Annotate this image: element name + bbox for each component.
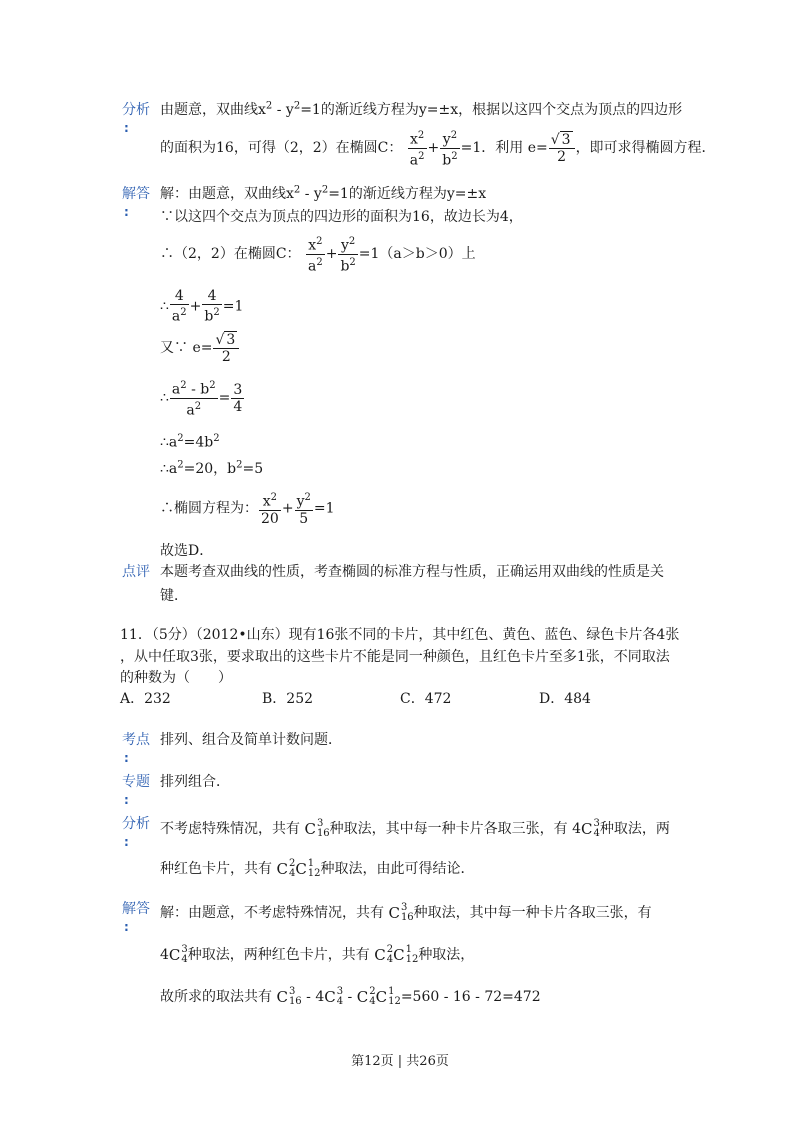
page-footer: 第12页 | 共26页 (351, 1054, 449, 1069)
answer-line-5: 又∵ e= $\frac{√ 3}{2}$ (160, 331, 240, 365)
q11-line-1: 11．（5分）（2012•山东）现有16张不同的卡片，其中红色、黄色、蓝色、绿色卡片各4张 (120, 627, 680, 643)
option-d: D．484 (539, 691, 591, 707)
comment-label: 点评 (122, 564, 150, 580)
point-colon: : (124, 751, 129, 765)
answer-line-9: ∴椭圆方程为： $\frac{x^2}{20}$ + $\frac{y^2}{5}$ =1 (160, 492, 335, 527)
topic-text: 排列组合． (160, 774, 230, 790)
answer-line-7: $\therefore a^2=4b^2$ (160, 433, 220, 451)
q11-answer-line-2: 4 C 3 4 种取法，两种红色卡片，共有 C 2 4 C 1 12 种取法， (160, 944, 475, 965)
comment-line-1: 本题考查双曲线的性质，考查椭圆的标准方程与性质，正确运用双曲线的性质是关 (160, 564, 664, 580)
q11-analysis-label: 分析 (122, 816, 150, 832)
topic-colon: : (124, 793, 129, 807)
option-b: B．252 (262, 691, 314, 707)
answer-colon: : (124, 205, 129, 219)
answer-line-10: 故选D． (160, 543, 214, 559)
answer-line-1: 解：由题意，双曲线$x^2 - y^2=1$的渐近线方程为y=±x (160, 184, 487, 202)
q11-analysis-line-2: 种红色卡片，共有 C 2 4 C 1 12 种取法，由此可得结论． (160, 858, 475, 879)
answer-line-6: ∴ $\frac{a^2 - b^2}{a^2}$ = $\frac{3}{4}$ (160, 380, 243, 419)
q11-answer-label: 解答 (122, 901, 150, 917)
q11-analysis-colon: : (124, 835, 129, 849)
point-text: 排列、组合及简单计数问题． (160, 732, 342, 748)
point-label: 考点 (122, 732, 150, 748)
q11-line-2: ，从中任取3张，要求取出的这些卡片不能是同一种颜色，且红色卡片至多1张，不同取法 (120, 649, 670, 665)
answer-line-2: ∵以这四个交点为顶点的四边形的面积为16，故边长为4， (160, 209, 523, 225)
q11-answer-line-3: 故所求的取法共有 C 3 16 - 4 C 3 4 - C 2 4 C 1 12 =560 - 16 - 72=472 (160, 986, 541, 1007)
analysis-line-2: 的面积为16，可得（2，2）在椭圆C： $\frac{x^2}{a^2}$ + $\frac{y^2}{b^2}$ =1．利用 e= $\frac{√ 3}{2}$ ，即可求得椭圆方程． (160, 130, 716, 169)
option-c: C．472 (400, 691, 452, 707)
q11-line-3: 的种数为（ ） (120, 670, 232, 686)
q11-analysis-line-1: 不考虑特殊情况，共有 C 3 16 种取法，其中每一种卡片各取三张，有 4 C 3 4 种取法，两 (160, 818, 670, 839)
q11-answer-colon: : (124, 920, 129, 934)
option-a: A．232 (120, 691, 171, 707)
topic-label: 专题 (122, 774, 150, 790)
answer-line-3: ∴（2，2）在椭圆C： $\frac{x^2}{a^2}$ + $\frac{y^2}{b^2}$ =1（a＞b＞0）上 (160, 236, 476, 275)
q11-answer-line-1: 解：由题意，不考虑特殊情况，共有 C 3 16 种取法，其中每一种卡片各取三张，有 (160, 902, 652, 923)
analysis-label: 分析 (122, 102, 150, 118)
comment-line-2: 键． (160, 588, 188, 604)
answer-label: 解答 (122, 186, 150, 202)
answer-line-8: $\therefore a^2=20$，$b^2=5$ (160, 459, 264, 477)
answer-line-4: ∴ $\frac{4}{a^2}$ + $\frac{4}{b^2}$ =1 (160, 288, 244, 325)
analysis-colon: : (124, 121, 129, 135)
analysis-line-1: 由题意，双曲线$x^2 - y^2=1$的渐近线方程为y=±x，根据以这四个交点为顶点的四边形 (160, 100, 683, 118)
